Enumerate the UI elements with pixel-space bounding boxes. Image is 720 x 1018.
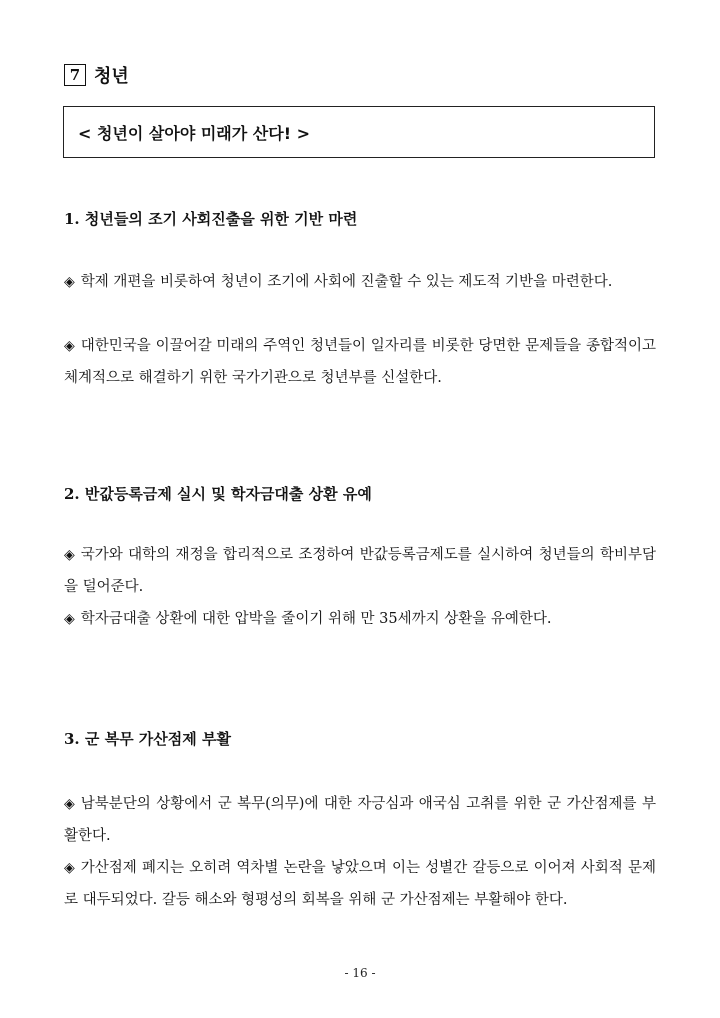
item-3-point-2: [64, 852, 656, 916]
section-number-box: 7: [64, 64, 86, 86]
point-text: 남북분단의 상황에서 군 복무(의무)에 대한 자긍심과 애국심 고취를 위한 군 가산점제를 부활한다.: [64, 796, 656, 844]
item-1-point-1: [64, 266, 656, 298]
diamond-bullet-icon: ◈: [64, 860, 75, 876]
item-1-point-2: [64, 330, 656, 394]
diamond-bullet-icon: ◈: [64, 611, 75, 627]
item-1-heading: 1. 청년들의 조기 사회진출을 위한 기반 마련: [64, 210, 358, 228]
item-3-point-1: [64, 788, 656, 852]
section-title: 청년: [94, 66, 129, 87]
item-2-point-2: [64, 603, 656, 635]
slogan-box: [63, 106, 655, 158]
diamond-bullet-icon: ◈: [64, 274, 75, 290]
point-text: 국가와 대학의 재정을 합리적으로 조정하여 반값등록금제도를 실시하여 청년들의 학비부담을 덜어준다.: [64, 547, 656, 595]
item-2-point-1: [64, 539, 656, 603]
diamond-bullet-icon: ◈: [64, 547, 75, 563]
point-text: 학자금대출 상환에 대한 압박을 줄이기 위해 만 35세까지 상환을 유예한다.: [80, 611, 552, 627]
item-2-heading: 2. 반값등록금제 실시 및 학자금대출 상환 유예: [64, 485, 372, 503]
diamond-bullet-icon: ◈: [64, 338, 75, 354]
page-number: - 16 -: [344, 966, 376, 980]
slogan-text: < 청년이 살아야 미래가 산다! >: [78, 123, 310, 143]
point-text: 가산점제 폐지는 오히려 역차별 논란을 낳았으며 이는 성별간 갈등으로 이어져 사회적 문제로 대두되었다. 갈등 해소와 형평성의 회복을 위해 군 가산점제는 부활해야 한다.: [64, 860, 656, 908]
section-header: [64, 62, 129, 88]
item-3-heading: 3. 군 복무 가산점제 부활: [64, 730, 231, 748]
point-text: 대한민국을 이끌어갈 미래의 주역인 청년들이 일자리를 비롯한 당면한 문제들을 종합적이고 체계적으로 해결하기 위한 국가기관으로 청년부를 신설한다.: [64, 338, 656, 386]
point-text: 학제 개편을 비롯하여 청년이 조기에 사회에 진출할 수 있는 제도적 기반을 마련한다.: [80, 274, 613, 290]
diamond-bullet-icon: ◈: [64, 796, 75, 812]
